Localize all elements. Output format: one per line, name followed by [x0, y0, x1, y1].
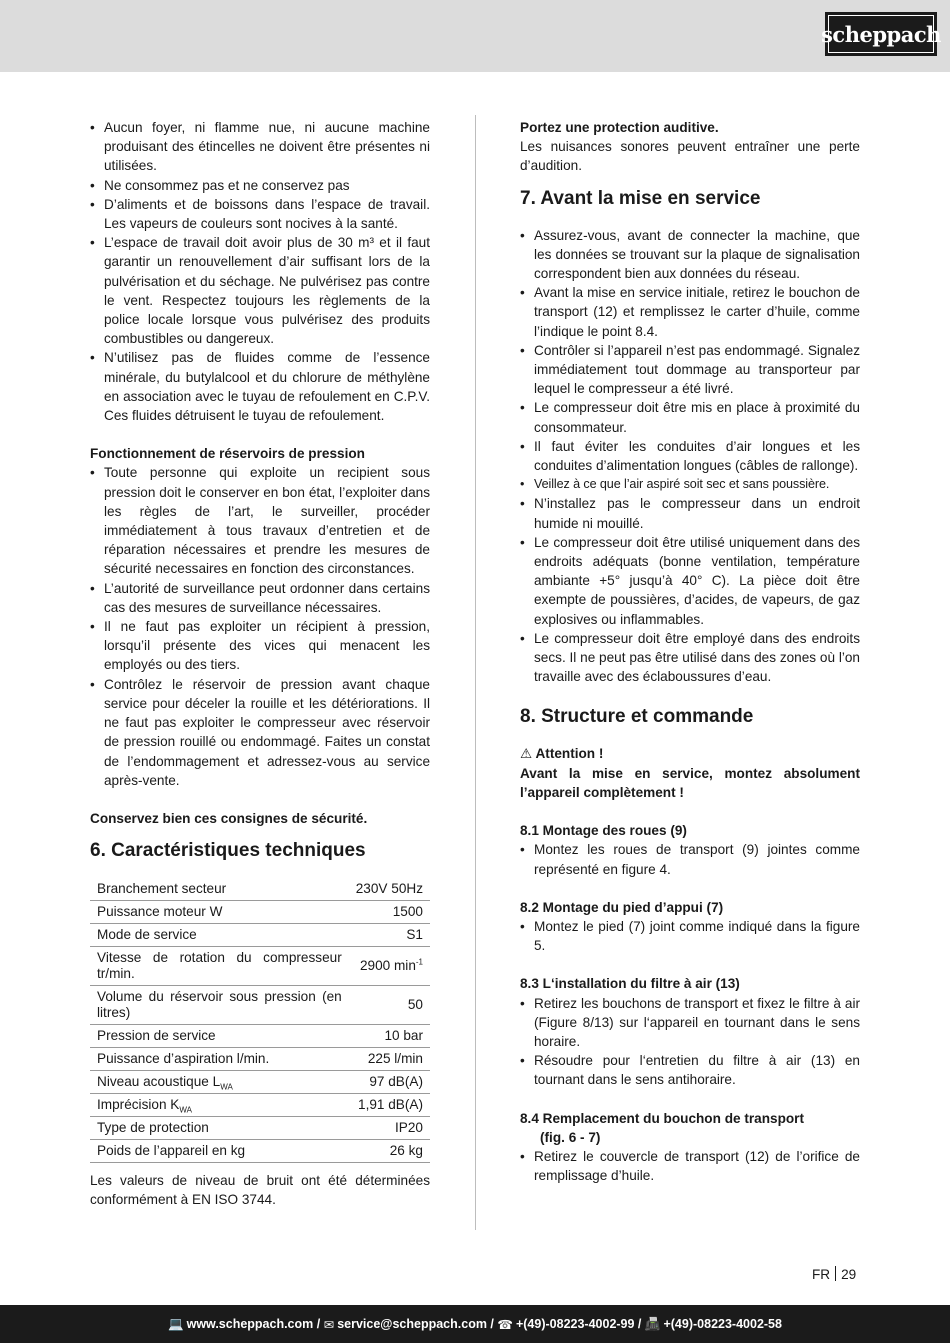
table-row: Mode de service S1: [90, 924, 430, 947]
list-item: • Retirez le couvercle de transport (12) de l’orifice de remplissage d’huile.: [520, 1147, 860, 1185]
list-item: • Contrôlez le réservoir de pression avant chaque service pour déceler la rouille et les détériorations. Il ne faut pas exploiter le compresseur avec réservoir de pression rouillé ou endommagé. Faites un constat de l’endommagement et adressez-vous au service après-vente.: [90, 675, 430, 790]
section-8-1-title: 8.1 Montage des roues (9): [520, 823, 687, 839]
list-item: • Il ne faut pas exploiter un récipient à pression, lorsqu’il présente des vices qui menacent les employés ou des tiers.: [90, 617, 430, 675]
table-row: Type de protection IP20: [90, 1117, 430, 1140]
section-8-3-list: [520, 994, 860, 1090]
list-item: • Il faut éviter les conduites d’air longues et les conduites d’alimentation longues (câbles de rallonge).: [520, 437, 860, 475]
section-8-3-title: 8.3 L‘installation du filtre à air (13): [520, 976, 740, 992]
section-8-4-figure-ref: (fig. 6 - 7): [540, 1129, 601, 1145]
keep-instructions-note: Conservez bien ces consignes de sécurité.: [90, 810, 368, 826]
section-8-2-list: [520, 917, 860, 955]
table-row: Puissance d’aspiration l/min. 225 l/min: [90, 1048, 430, 1071]
technical-specs-table: [90, 878, 430, 1163]
list-item: • Toute personne qui exploite un recipient sous pression doit le conserver en bon état, l’exploiter dans les règles de l’art, le surveiller, procéder immédiatement à tous travaux d’entretien et de réparation nécessaires et prendre les mesures de sécurité necessaires en fonction des circonstances.: [90, 463, 430, 578]
list-item: • N’utilisez pas de fluides comme de l’essence minérale, du butylalcool et du chlorure de méthylène en association avec le tuyau de refoulement en C.P.V. Ces fluides détruisent le tuyau de refoulement.: [90, 348, 430, 425]
scheppach-logo: scheppach: [825, 12, 937, 56]
noise-note: Les valeurs de niveau de bruit ont été déterminées conformément à EN ISO 3744.: [90, 1173, 430, 1208]
fax-icon: 📠: [644, 1316, 661, 1331]
warning-icon: ⚠: [520, 746, 533, 762]
page-number: FR 29: [812, 1267, 857, 1282]
table-row: Volume du réservoir sous pression (en litres) 50: [90, 986, 430, 1025]
list-item: • Le compresseur doit être utilisé uniquement dans des endroits adéquats (bonne ventilation, température ambiante +5° jusqu’à 40° C). La pièce doit être exempte de poussières, d’acides, de vapeurs, de gaz explosives ou inflammables.: [520, 533, 860, 629]
list-item: • Retirez les bouchons de transport et fixez le filtre à air (Figure 8/13) sur l‘appareil en tournant dans le sens horaire.: [520, 994, 860, 1052]
attention-label: ⚠ Attention !: [520, 746, 604, 762]
email-link[interactable]: service@scheppach.com /: [337, 1317, 494, 1331]
table-row: Puissance moteur W 1500: [90, 901, 430, 924]
list-item: • L’espace de travail doit avoir plus de 30 m³ et il faut garantir un renouvellement d’air suffisant lors de la pulvérisation et du séchage. Ne pulvérisez pas contre le vent. Respectez toujours les règlements de la police locale lorsque vous pulvérisez des produits combustibles ou dangereux.: [90, 233, 430, 348]
pressure-bullet-list: [90, 463, 430, 789]
list-item: • D’aliments et de boissons dans l’espace de travail. Les vapeurs de couleurs sont nocives à la santé.: [90, 195, 430, 233]
list-item: • Assurez-vous, avant de connecter la machine, que les données se trouvant sur la plaque de signalisation correspondent bien aux données du réseau.: [520, 226, 860, 284]
list-item: • Contrôler si l’appareil n’est pas endommagé. Signalez immédiatement tout dommage au transporteur par lequel le compresseur a été livré.: [520, 341, 860, 399]
header-band: [0, 0, 950, 72]
table-row: Imprécision $K_{WA}$ 1,91 dB(A): [90, 1094, 430, 1117]
mail-icon: ✉: [323, 1317, 335, 1332]
right-column: [520, 118, 860, 1185]
fax-number: +(49)-08223-4002-58: [663, 1317, 782, 1331]
list-item: • L’autorité de surveillance peut ordonner dans certains cas des mesures de surveillance nécessaires.: [90, 579, 430, 617]
section-8-title: 8. Structure et commande: [520, 706, 754, 728]
section-8-2-title: 8.2 Montage du pied d’appui (7): [520, 899, 724, 915]
pressure-section-title: Fonctionnement de réservoirs de pression: [90, 446, 365, 462]
list-item: • Le compresseur doit être employé dans des endroits secs. Il ne peut pas être utilisé dans des zones où l’on travaille avec des éclaboussures d’eau.: [520, 629, 860, 687]
column-divider: [475, 115, 476, 1230]
left-column: [90, 118, 430, 1210]
list-item: • Montez le pied (7) joint comme indiqué dans la figure 5.: [520, 917, 860, 955]
attention-text: Avant la mise en service, montez absolument l’appareil complètement !: [520, 765, 860, 800]
table-row: Poids de l’appareil en kg 26 kg: [90, 1140, 430, 1163]
phone-number: +(49)-08223-4002-99 /: [515, 1317, 642, 1331]
safety-bullet-list: [90, 118, 430, 425]
section-8-4-list: [520, 1147, 860, 1185]
list-item: • Aucun foyer, ni flamme nue, ni aucune machine produisant des étincelles ne doivent être présentes ni utilisées.: [90, 118, 430, 176]
list-item: • Résoudre pour l‘entretien du filtre à air (13) en tournant dans le sens antihoraire.: [520, 1051, 860, 1089]
hearing-protection-text: Les nuisances sonores peuvent entraîner une perte d’audition.: [520, 139, 860, 174]
section-7-bullet-list: [520, 226, 860, 687]
computer-icon: 💻: [168, 1316, 184, 1331]
list-item: • Avant la mise en service initiale, retirez le bouchon de transport (12) et remplissez le carter d’huile, comme l’indique le point 8.4.: [520, 283, 860, 341]
table-row: Vitesse de rotation du compresseur tr/min. 2900 $\min^{-1}$: [90, 947, 430, 986]
footer-contact-bar: [0, 1305, 950, 1343]
phone-icon: ☎: [497, 1317, 513, 1332]
list-item: • Ne consommez pas et ne conservez pas: [90, 176, 430, 195]
section-7-title: 7. Avant la mise en service: [520, 187, 761, 209]
section-6-title: 6. Caractéristiques techniques: [90, 840, 366, 862]
list-item: • Montez les roues de transport (9) jointes comme représenté en figure 4.: [520, 840, 860, 878]
list-item: • Le compresseur doit être mis en place à proximité du consommateur.: [520, 398, 860, 436]
section-8-1-list: [520, 840, 860, 878]
table-row: Branchement secteur 230V 50Hz: [90, 878, 430, 901]
section-8-4-title: 8.4 Remplacement du bouchon de transport: [520, 1110, 805, 1126]
website-link[interactable]: www.scheppach.com /: [186, 1317, 321, 1331]
list-item: • N’installez pas le compresseur dans un endroit humide ni mouillé.: [520, 494, 860, 532]
hearing-protection-title: Portez une protection auditive.: [520, 120, 719, 135]
list-item: • Veillez à ce que l’air aspiré soit sec et sans poussière.: [520, 475, 860, 494]
table-row: Niveau acoustique $L_{WA}$ 97 dB(A): [90, 1071, 430, 1094]
table-row: Pression de service 10 bar: [90, 1025, 430, 1048]
